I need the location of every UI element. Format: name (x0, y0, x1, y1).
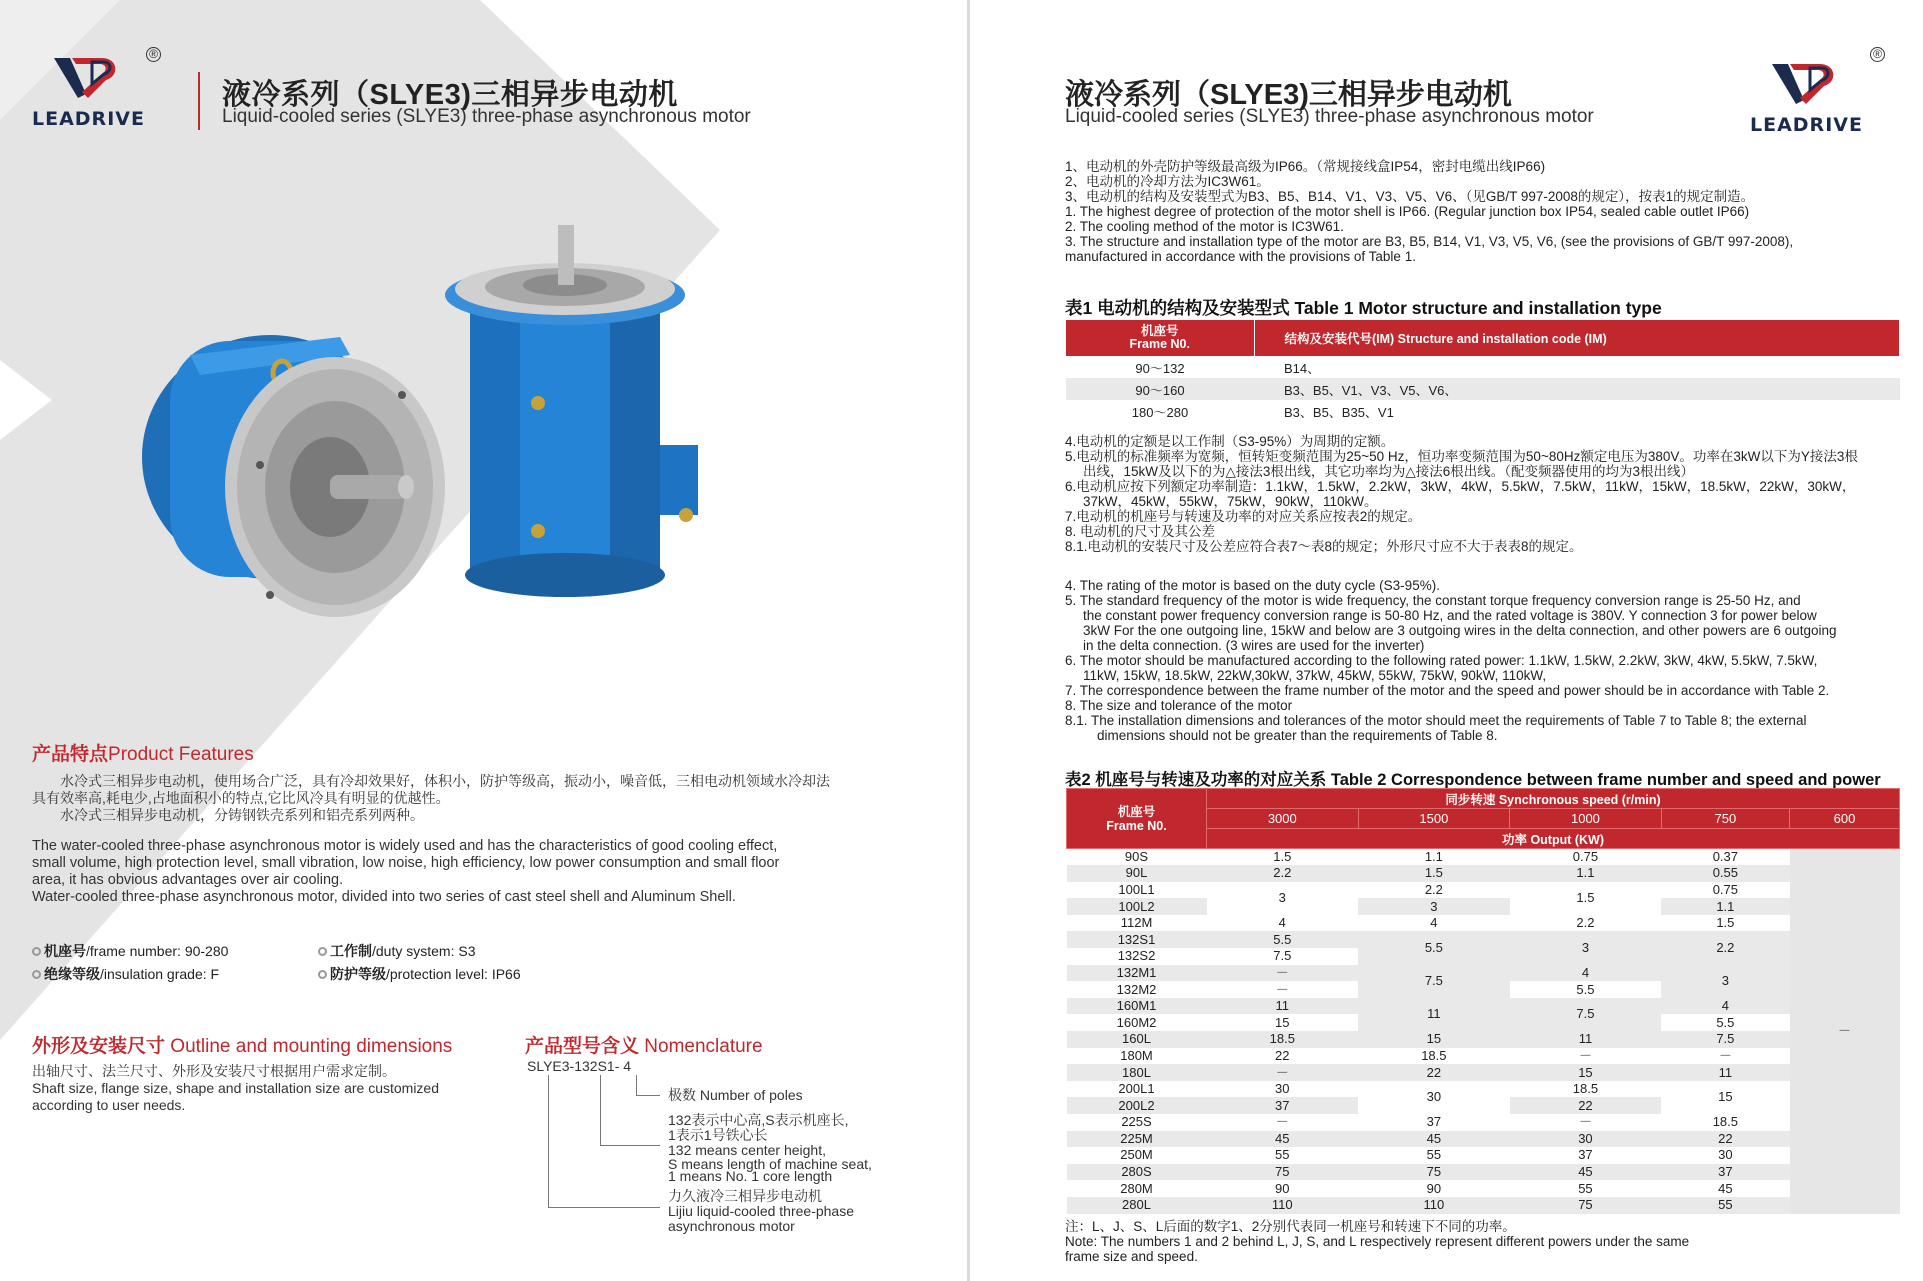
cell-output: 0.37 (1712, 849, 1739, 865)
right-title-en: Liquid-cooled series (SLYE3) three-phase asynchronous motor (1065, 106, 1594, 127)
cell-output: 45 (1510, 1164, 1662, 1181)
outline-line: 出轴尺寸、法兰尺寸、外形及安装尺寸根据用户需求定制。 (32, 1063, 396, 1079)
logo-mark-icon (1766, 56, 1846, 112)
cell-output: 90 (1275, 1180, 1290, 1196)
cell-output: 1.1 (1424, 849, 1443, 865)
table-row (1067, 1081, 1900, 1098)
note-line: 11kW, 15kW, 18.5kW, 22kW,30kW, 37kW, 45kW, 55kW, 75kW, 90kW, 110kW, (1083, 668, 1547, 683)
cell-output: 55 (1578, 1180, 1593, 1196)
cell-output: 45 (1358, 1131, 1510, 1148)
cell-output: 37 (1578, 1147, 1593, 1163)
note-line: 2、电动机的冷却方法为IC3W61。 (1065, 174, 1270, 189)
spec-label: 工作制 (330, 943, 372, 959)
features-en-text (32, 838, 912, 906)
cell-output: 2.2 (1661, 931, 1789, 964)
cell-frame: 250M (1120, 1147, 1153, 1163)
connector-line (548, 1075, 549, 1207)
brand-logo (32, 50, 145, 130)
cell-output: 30 (1510, 1131, 1662, 1148)
bullet-icon (32, 947, 41, 956)
nomenclature-frame-line: 1 means No. 1 core length (668, 1168, 833, 1184)
cell-output: 37 (1207, 1097, 1359, 1114)
cell-frame: 132M1 (1067, 965, 1207, 982)
header-frame-en: Frame N0. (1129, 337, 1190, 351)
cell-output: 11 (1358, 998, 1510, 1031)
cell-frame: 90～160 (1066, 378, 1254, 400)
features-en-line: Water-cooled three-phase asynchronous motor, divided into two series of cast steel shell and Aluminum Shell. (32, 889, 736, 905)
nomenclature-heading-cn: 产品型号含义 (525, 1036, 640, 1057)
cell-output: 0.75 (1712, 881, 1739, 897)
table-row (1066, 356, 1900, 378)
note-line: 3kW For the one outgoing line, 15kW and below are 3 outgoing wires in the delta connection, and other powers are 6 outgoing (1083, 623, 1837, 638)
cell-output: 18.5 (1207, 1031, 1359, 1048)
table1 (1066, 320, 1900, 422)
cell-output: 55 (1275, 1147, 1290, 1163)
note-line: 6. The motor should be manufactured according to the following rated power: 1.1kW, 1.5kW, 2.2kW, 3kW, 4kW, 5.5kW, 7.5kW, (1065, 653, 1818, 668)
table-row (1067, 865, 1900, 882)
cell-output: 2.2 (1576, 915, 1595, 931)
table2-header-frame (1067, 789, 1207, 849)
table-row (1067, 1114, 1900, 1131)
cell-frame: 90～132 (1135, 360, 1185, 376)
cell-output: 110 (1358, 1197, 1510, 1214)
cell-output: 110 (1207, 1197, 1359, 1214)
note-line: 4. The rating of the motor is based on the duty cycle (S3-95%). (1065, 578, 1440, 593)
spec-insulation-grade (32, 964, 219, 984)
cell-output: 22 (1661, 1131, 1789, 1148)
note-line: dimensions should not be greater than the requirements of Table 8. (1097, 728, 1498, 743)
cell-output: 18.5 (1421, 1047, 1447, 1063)
spec-label: 机座号 (44, 943, 86, 959)
right-title-cn: 液冷系列（SLYE3)三相异步电动机 (1065, 79, 1512, 111)
table-row (1067, 1147, 1900, 1164)
cell-output: 30 (1275, 1081, 1290, 1097)
cell-output: 45 (1207, 1131, 1359, 1148)
cell-output: 30 (1718, 1147, 1733, 1163)
table-row (1067, 998, 1900, 1015)
footnote-line: Note: The numbers 1 and 2 behind L, J, S, and L respectively represent different powers under the same (1065, 1234, 1690, 1249)
cell-frame: 180M (1120, 1047, 1153, 1063)
cell-output: 55 (1661, 1197, 1789, 1214)
cell-output: 22 (1275, 1047, 1290, 1063)
cell-frame: 160M2 (1116, 1014, 1157, 1030)
page-title-cn: 液冷系列（SLYE3)三相异步电动机 (222, 79, 678, 111)
cell-frame: 200L1 (1118, 1081, 1155, 1097)
cell-output: 45 (1718, 1180, 1733, 1196)
spec-duty-system (318, 941, 475, 961)
outline-line: according to user needs. (32, 1097, 186, 1113)
spec-label: 防护等级 (330, 966, 386, 982)
cell-output: 7.5 (1510, 998, 1662, 1031)
features-en-line: The water-cooled three-phase asynchronous motor is widely used and has the characteristics of good cooling effect, (32, 838, 778, 854)
cell-frame: 160M1 (1067, 998, 1207, 1015)
features-cn-line: 水冷式三相异步电动机，分铸钢铁壳系列和铝壳系列两种。 (60, 807, 424, 823)
cell-frame: 180～280 (1131, 404, 1189, 420)
outline-heading-en: Outline and mounting dimensions (170, 1036, 453, 1057)
features-heading-en: Product Features (108, 744, 254, 765)
nomenclature-frame-line: S means length of machine seat, (668, 1156, 872, 1172)
cell-output: 75 (1358, 1164, 1510, 1181)
cell-output: 4 (1510, 965, 1662, 982)
registered-mark: ® (146, 47, 161, 62)
cell-frame: 90L (1067, 865, 1207, 882)
note-line: 8.1.电动机的安装尺寸及公差应符合表7～表8的规定；外形尺寸应不大于表表8的规定。 (1065, 539, 1583, 554)
table-row (1067, 1048, 1900, 1065)
table-row (1066, 400, 1900, 422)
note-line: 3、电动机的结构及安装型式为B3、B5、B14、V1、V3、V5、V6、（见GB/T 997-2008的规定），按表1的规定制造。 (1065, 189, 1755, 204)
features-en-line: small volume, high protection level, small vibration, low noise, high efficiency, low power consumption and small floor (32, 855, 780, 871)
nomenclature-frame (668, 1113, 872, 1182)
cell-output: 4 (1430, 915, 1438, 931)
speed-750: 750 (1661, 809, 1789, 829)
cell-output: 4 (1278, 915, 1286, 931)
cell-output: 37 (1426, 1114, 1442, 1130)
outline-heading-cn: 外形及安装尺寸 (32, 1036, 166, 1057)
table-row (1067, 915, 1900, 932)
bullet-icon (318, 947, 327, 956)
cell-output-600: － (1790, 849, 1900, 1214)
title-divider (198, 72, 200, 130)
cell-output: 90 (1426, 1180, 1442, 1196)
right-page (970, 0, 1923, 1281)
cell-output: 2.2 (1424, 881, 1443, 897)
table2-title: 表2 机座号与转速及功率的对应关系 Table 2 Correspondence between frame number and speed and power (1065, 771, 1881, 789)
outline-line: Shaft size, flange size, shape and installation size are customized (32, 1080, 440, 1096)
cell-output: 3 (1510, 931, 1662, 964)
note-line: 3. The structure and installation type of the motor are B3, B5, B14, V1, V3, V5, V6, (see the provisions of GB/T 997-2008), (1065, 234, 1794, 249)
cell-output: － (1578, 1114, 1592, 1130)
note-line: 4.电动机的定额是以工作制（S3-95%）为周期的定额。 (1065, 434, 1395, 449)
cell-output: － (1275, 981, 1289, 997)
table-row (1067, 931, 1900, 948)
notes-block-a (1065, 159, 1793, 264)
features-cn-line: 具有效率高,耗电少,占地面积小的特点,它比风冷具有明显的优越性。 (32, 790, 450, 806)
spec-value: /insulation grade: F (100, 966, 220, 982)
cell-output: 5.5 (1207, 931, 1359, 948)
features-en-line: area, it has obvious advantages over air cooling. (32, 872, 344, 888)
footnote-line: frame size and speed. (1065, 1249, 1198, 1264)
model-code: SLYE3-132S1- 4 (527, 1058, 632, 1074)
cell-output: 18.5 (1712, 1114, 1739, 1130)
cell-frame: 132M2 (1116, 981, 1157, 997)
cell-output: 1.5 (1273, 849, 1292, 865)
nomenclature-frame-line: 1表示1号铁心长 (668, 1127, 768, 1143)
cell-output: 7.5 (1661, 1031, 1789, 1048)
cell-code: B3、B5、B35、V1 (1284, 404, 1394, 420)
footnote-line: 注：L、J、S、L后面的数字1、2分别代表同一机座号和转速下不同的功率。 (1065, 1219, 1516, 1234)
table-row (1067, 1164, 1900, 1181)
connector-line (636, 1095, 660, 1096)
outline-text (32, 1063, 439, 1114)
cell-code: B3、B5、V1、V3、V5、V6、 (1254, 378, 1900, 400)
notes-block-c (1065, 578, 1836, 743)
connector-line (600, 1145, 660, 1146)
cell-frame: 112M (1120, 915, 1153, 931)
features-heading-cn: 产品特点 (32, 744, 109, 765)
nomenclature-series-line: asynchronous motor (668, 1218, 795, 1234)
table-row (1067, 898, 1900, 915)
nomenclature-frame-line: 132 means center height, (668, 1142, 826, 1158)
cell-output: － (1207, 965, 1359, 982)
speed-1000: 1000 (1510, 809, 1662, 829)
connector-line (636, 1075, 637, 1095)
cell-frame: 90S (1124, 849, 1149, 865)
nomenclature-frame-line: 132表示中心高,S表示机座长, (668, 1112, 849, 1128)
cell-frame: 280M (1120, 1180, 1153, 1196)
cell-output: 1.5 (1716, 915, 1735, 931)
table2-header-output: 功率 Output (KW) (1207, 829, 1900, 849)
outline-heading (32, 1031, 452, 1058)
nomenclature-poles: 极数 Number of poles (668, 1087, 803, 1103)
nomenclature-heading (525, 1031, 763, 1058)
cell-frame: 132S2 (1117, 948, 1156, 964)
cell-frame: 225S (1121, 1114, 1152, 1130)
cell-output: － (1578, 1047, 1592, 1063)
header-frame-cn: 机座号 (1140, 324, 1179, 338)
spec-value: /duty system: S3 (372, 943, 476, 959)
table2 (1066, 788, 1900, 1214)
speed-600: 600 (1790, 809, 1900, 829)
table-row (1067, 882, 1900, 899)
cell-output: － (1718, 1047, 1732, 1063)
note-line: 1. The highest degree of protection of the motor shell is IP66. (Regular junction box IP54, sealed cable outlet IP66) (1065, 204, 1750, 219)
cell-frame: 100L2 (1067, 898, 1207, 915)
motor-illustration (130, 225, 730, 655)
table-row (1067, 1197, 1900, 1214)
cell-output: 11 (1207, 998, 1359, 1015)
cell-output: 1.5 (1358, 865, 1510, 882)
features-cn-line: 水冷式三相异步电动机，使用场合广泛，具有冷却效果好，体积小，防护等级高，振动小，噪音低，三相电动机领域水冷却法 (60, 773, 830, 789)
page-title-en: Liquid-cooled series (SLYE3) three-phase asynchronous motor (222, 106, 751, 127)
table-row (1067, 1031, 1900, 1048)
cell-output: 1.5 (1576, 890, 1595, 906)
note-line: 37kW，45kW，55kW，75kW，90kW，110kW。 (1083, 494, 1378, 509)
cell-code: B14、 (1284, 360, 1321, 376)
cell-output: 75 (1510, 1197, 1662, 1214)
note-line: 6.电动机应按下列额定功率制造：1.1kW，1.5kW，2.2kW，3kW，4kW，5.5kW，7.5kW，11kW，15kW，18.5kW，22kW，30kW， (1065, 479, 1856, 494)
note-line: manufactured in accordance with the provisions of Table 1. (1065, 249, 1416, 264)
spec-value: /protection level: IP66 (386, 966, 521, 982)
table2-footnote (1065, 1219, 1689, 1264)
note-line: 7. The correspondence between the frame number of the motor and the speed and power should be in accordance with Table 2. (1065, 683, 1830, 698)
notes-block-b (1065, 434, 1858, 554)
cell-output: 5.5 (1358, 931, 1510, 964)
cell-output: 15 (1275, 1014, 1290, 1030)
cell-output: 0.75 (1572, 849, 1599, 865)
bullet-icon (32, 970, 41, 979)
cell-output: 1.1 (1510, 865, 1662, 882)
cell-output: 15 (1358, 1031, 1510, 1048)
spec-value: /frame number: 90-280 (86, 943, 229, 959)
cell-frame: 200L2 (1067, 1097, 1207, 1114)
cell-output: 75 (1207, 1164, 1359, 1181)
cell-frame: 100L1 (1118, 881, 1155, 897)
note-line: 5.电动机的标准频率为宽频，恒转矩变频范围为25~50 Hz，恒功率变频范围为50~80Hz额定电压为380V。功率在3kW以下为Y接法3根 (1065, 449, 1858, 464)
connector-line (600, 1075, 601, 1145)
spec-frame-number (32, 941, 228, 961)
table1-header-frame (1066, 320, 1254, 356)
cell-output: 11 (1661, 1064, 1789, 1081)
cell-frame: 225M (1067, 1131, 1207, 1148)
table-row (1067, 1064, 1900, 1081)
note-line: 8.1. The installation dimensions and tolerances of the motor should meet the requirements of Table 7 to Table 8; the external (1065, 713, 1807, 728)
note-line: 8. The size and tolerance of the motor (1065, 698, 1293, 713)
cell-output: 0.55 (1661, 865, 1789, 882)
cell-output: 3 (1661, 965, 1789, 998)
nomenclature-series-line: 力久液冷三相异步电动机 (668, 1188, 822, 1204)
note-line: 5. The standard frequency of the motor is wide frequency, the constant torque frequency conversion range is 25-50 Hz, and (1065, 593, 1801, 608)
cell-output: 7.5 (1358, 965, 1510, 998)
registered-mark: ® (1870, 47, 1885, 62)
table1-header-code: 结构及安装代号(IM) Structure and installation code (IM) (1254, 320, 1900, 356)
header-frame-cn: 机座号 (1117, 804, 1156, 819)
cell-output: 22 (1510, 1097, 1662, 1114)
cell-output: 1.1 (1661, 898, 1789, 915)
cell-output: 22 (1358, 1064, 1510, 1081)
cell-output: 11 (1510, 1031, 1662, 1048)
features-cn-text (32, 773, 882, 824)
cell-frame: 280L (1067, 1197, 1207, 1214)
brand-logo-right (1750, 56, 1863, 136)
nomenclature-series (668, 1189, 854, 1234)
cell-output: 7.5 (1273, 948, 1292, 964)
note-line: the constant power frequency conversion range is 50-80 Hz, and the rated voltage is 380V. Y connection 3 for power below (1083, 608, 1817, 623)
bullet-icon (318, 970, 327, 979)
cell-output: 37 (1661, 1164, 1789, 1181)
cell-output: 55 (1426, 1147, 1442, 1163)
table-row (1067, 1131, 1900, 1148)
table-row (1067, 849, 1900, 866)
table1-title: 表1 电动机的结构及安装型式 Table 1 Motor structure and installation type (1065, 298, 1662, 318)
features-heading (32, 739, 254, 766)
note-line: 1、电动机的外壳防护等级最高级为IP66。（常规接线盒IP54，密封电缆出线IP66) (1065, 159, 1546, 174)
note-line: 7.电动机的机座号与转速及功率的对应关系应按表2的规定。 (1065, 509, 1422, 524)
header-frame-en: Frame N0. (1106, 818, 1167, 833)
spec-protection-level (318, 964, 521, 984)
cell-frame: 280S (1067, 1164, 1207, 1181)
cell-output: 4 (1661, 998, 1789, 1015)
cell-output: 5.5 (1716, 1014, 1735, 1030)
nomenclature-series-line: Lijiu liquid-cooled three-phase (668, 1203, 855, 1219)
table-row (1066, 378, 1900, 400)
note-line: in the delta connection. (3 wires are used for the inverter) (1083, 638, 1425, 653)
connector-line (548, 1207, 660, 1208)
note-line: 8. 电动机的尺寸及其公差 (1065, 524, 1216, 539)
cell-frame: 160L (1067, 1031, 1207, 1048)
spec-label: 绝缘等级 (44, 966, 100, 982)
logo-wordmark: LEADRIVE (32, 108, 145, 130)
cell-frame: 180L (1067, 1064, 1207, 1081)
logo-wordmark: LEADRIVE (1750, 114, 1863, 136)
table2-header-speed: 同步转速 Synchronous speed (r/min) (1207, 789, 1900, 809)
cell-output: 15 (1718, 1089, 1733, 1105)
cell-output: 3 (1278, 890, 1286, 906)
speed-1500: 1500 (1358, 809, 1510, 829)
cell-frame: 132S1 (1067, 931, 1207, 948)
cell-output: 5.5 (1576, 981, 1595, 997)
cell-output: 2.2 (1207, 865, 1359, 882)
cell-output: 15 (1510, 1064, 1662, 1081)
logo-mark-icon (48, 50, 128, 106)
note-line: 出线，15kW及以下的为△接法3根出线，其它功率均为△接法6根出线。（配变频器使用的均为3根出线） (1083, 464, 1695, 479)
cell-output: － (1275, 1114, 1289, 1130)
speed-3000: 3000 (1207, 809, 1359, 829)
cell-output: － (1207, 1064, 1359, 1081)
cell-output: 18.5 (1572, 1081, 1599, 1097)
note-line: 2. The cooling method of the motor is IC3W61. (1065, 219, 1344, 234)
cell-output: 30 (1426, 1089, 1442, 1105)
table-row (1067, 1180, 1900, 1197)
cell-output: 3 (1358, 898, 1510, 915)
nomenclature-heading-en: Nomenclature (644, 1036, 763, 1057)
table-row (1067, 965, 1900, 982)
